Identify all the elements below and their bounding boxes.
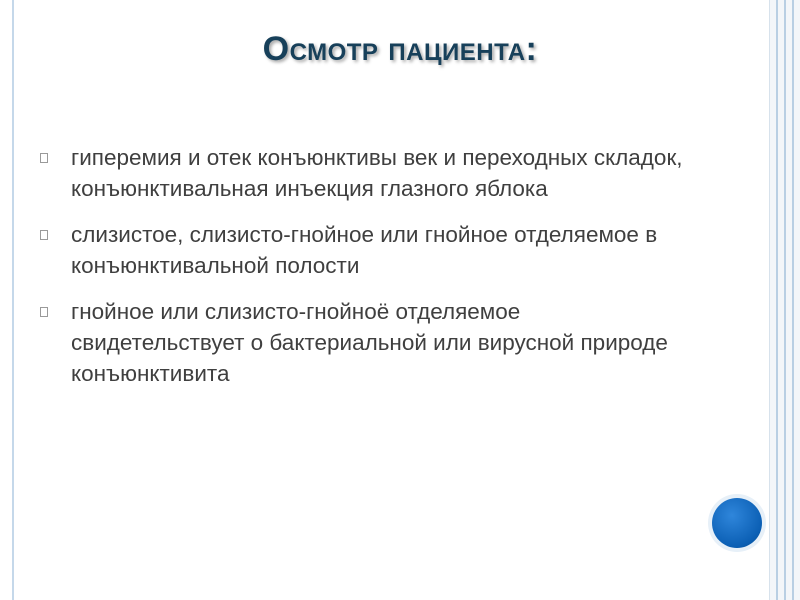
bullet-item [40,142,690,204]
right-panel-stripe [784,0,786,600]
right-panel-stripe [792,0,794,600]
square-outline-bullet-icon [40,307,48,317]
left-border-rule [12,0,14,600]
square-outline-bullet-icon [40,230,48,240]
bullet-list [40,142,690,404]
bullet-text: гиперемия и отек конъюнктивы век и переходных складок, конъюнктивальная инъекция глазного яблока [71,145,683,201]
slide-title: Осмотр пациента: [262,30,538,68]
bullet-text: гнойное или слизисто-гнойноё отделяемое свидетельствует о бактериальной или вирусной природе конъюнктивита [71,299,668,386]
bullet-item [40,296,690,389]
bullet-item [40,219,690,281]
square-outline-bullet-icon [40,153,48,163]
blue-circle-icon [712,498,762,548]
right-decorative-panel [769,0,800,600]
right-panel-stripe [776,0,778,600]
bullet-text: слизистое, слизисто-гнойное или гнойное отделяемое в конъюнктивальной полости [71,222,658,278]
